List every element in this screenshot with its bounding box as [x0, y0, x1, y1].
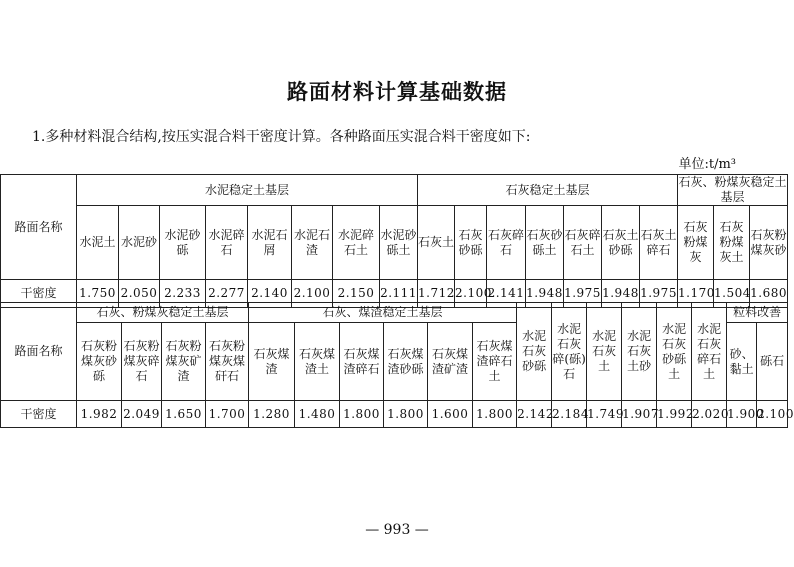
density-value: 1.170 [678, 280, 714, 308]
material-cell: 石灰粉煤灰碎石 [122, 323, 162, 401]
material-cell: 石灰砂砾 [455, 206, 487, 280]
material-cell: 石灰碎石 [487, 206, 526, 280]
group-header: 石灰稳定土基层 [418, 175, 678, 206]
group-header: 水泥稳定土基层 [77, 175, 418, 206]
density-value: 1.975 [564, 280, 602, 308]
page-number: — 993 — [365, 522, 429, 538]
material-cell: 水泥石灰砂砾 [517, 303, 552, 401]
material-cell: 石灰碎石土 [564, 206, 602, 280]
row-header-name: 路面名称 [1, 175, 77, 280]
material-cell: 石灰煤渣砂砾 [384, 323, 428, 401]
density-value: 1.650 [162, 401, 206, 428]
density-value: 1.900 [727, 401, 757, 428]
density-value: 2.184 [552, 401, 587, 428]
material-cell: 水泥砂 [119, 206, 160, 280]
group-header: 石灰、粉煤灰稳定土基层 [678, 175, 787, 204]
density-table-1 [0, 174, 788, 308]
group-header: 粒料改善 [727, 303, 788, 323]
material-cell: 水泥石灰碎(砾)石 [552, 303, 587, 401]
density-value: 2.100 [292, 280, 333, 308]
material-cell: 石灰土 [418, 206, 455, 280]
density-value: 2.233 [160, 280, 206, 308]
row-header-density: 干密度 [1, 401, 77, 428]
material-cell: 水泥石屑 [248, 206, 292, 280]
density-value: 1.750 [77, 280, 119, 308]
material-cell: 石灰粉煤灰矿渣 [162, 323, 206, 401]
density-value: 2.140 [248, 280, 292, 308]
density-value: 1.749 [587, 401, 622, 428]
material-cell: 水泥石灰土砂 [622, 303, 657, 401]
density-value: 1.975 [640, 280, 678, 308]
material-cell: 石灰煤渣土 [295, 323, 340, 401]
material-cell: 水泥石灰碎石土 [692, 303, 727, 401]
density-value: 2.100 [757, 401, 788, 428]
material-cell: 石灰粉煤灰土 [714, 206, 750, 280]
density-value: 2.020 [692, 401, 727, 428]
density-value: 1.280 [249, 401, 295, 428]
group-header: 石灰、粉煤灰稳定土基层 [77, 303, 249, 323]
material-cell: 水泥碎石 [206, 206, 248, 280]
density-value: 2.150 [333, 280, 380, 308]
unit-label: 单位:t/m³ [678, 157, 736, 172]
material-cell: 水泥石灰土 [587, 303, 622, 401]
density-value: 1.712 [418, 280, 455, 308]
density-value: 1.800 [340, 401, 384, 428]
density-value: 1.680 [750, 280, 788, 308]
density-value: 1.800 [473, 401, 517, 428]
intro-paragraph: 1.多种材料混合结构,按压实混合料干密度计算。各种路面压实混合料干密度如下: [32, 129, 531, 145]
material-cell: 石灰粉煤灰砂 [750, 206, 788, 280]
material-cell: 石灰煤渣 [249, 323, 295, 401]
material-cell: 石灰土碎石 [640, 206, 678, 280]
density-value: 1.948 [602, 280, 640, 308]
material-cell: 石灰煤渣矿渣 [428, 323, 473, 401]
material-cell: 石灰土砂砾 [602, 206, 640, 280]
material-cell: 水泥碎石土 [333, 206, 380, 280]
material-cell: 水泥石渣 [292, 206, 333, 280]
density-value: 2.050 [119, 280, 160, 308]
density-value: 1.992 [657, 401, 692, 428]
density-value: 1.800 [384, 401, 428, 428]
density-value: 2.049 [122, 401, 162, 428]
material-cell: 砾石 [757, 323, 788, 401]
row-header-name: 路面名称 [1, 303, 77, 401]
material-cell: 石灰砂砾土 [526, 206, 564, 280]
density-value: 1.600 [428, 401, 473, 428]
group-header: 石灰、煤渣稳定土基层 [249, 303, 517, 323]
density-value: 1.948 [526, 280, 564, 308]
density-value: 2.111 [380, 280, 418, 308]
material-cell: 水泥砂砾土 [380, 206, 418, 280]
material-cell: 石灰粉煤灰 [678, 206, 714, 280]
material-cell: 水泥石灰砂砾土 [657, 303, 692, 401]
material-cell: 石灰粉煤灰煤矸石 [206, 323, 249, 401]
density-value: 2.142 [517, 401, 552, 428]
density-table-2 [0, 302, 794, 428]
material-cell: 水泥土 [77, 206, 119, 280]
density-value: 1.907 [622, 401, 657, 428]
density-value: 2.277 [206, 280, 248, 308]
density-value: 1.504 [714, 280, 750, 308]
material-cell: 水泥砂砾 [160, 206, 206, 280]
density-value: 1.700 [206, 401, 249, 428]
density-value: 1.982 [77, 401, 122, 428]
density-value: 1.480 [295, 401, 340, 428]
material-cell: 石灰煤渣碎石土 [473, 323, 517, 401]
page-title: 路面材料计算基础数据 [287, 80, 507, 104]
material-cell: 石灰粉煤灰砂砾 [77, 323, 122, 401]
row-header-density: 干密度 [1, 280, 77, 308]
material-cell: 石灰煤渣碎石 [340, 323, 384, 401]
density-value: 2.100 [455, 280, 487, 308]
density-value: 2.141 [487, 280, 526, 308]
material-cell: 砂、黏土 [727, 323, 757, 401]
